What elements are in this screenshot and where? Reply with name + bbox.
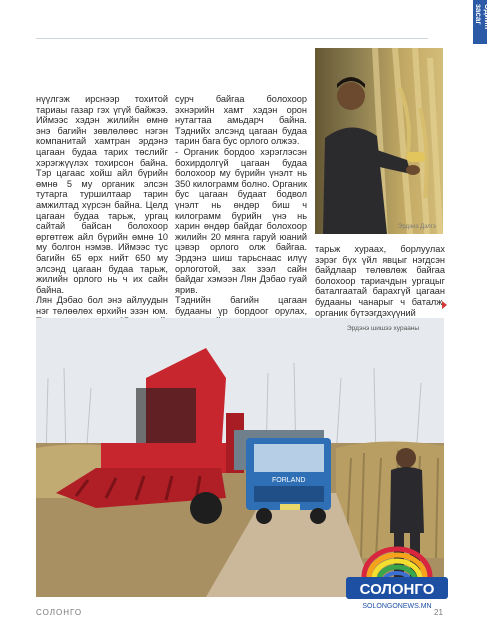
section-tab <box>473 0 492 44</box>
solongo-logo <box>346 543 448 613</box>
farmer-illustration <box>315 48 443 234</box>
photo-caption: Эрдэнэ шишээ хурааны <box>347 325 420 332</box>
section-tab-label: Эдийн засаг <box>474 4 492 30</box>
truck-brand: FORLAND <box>272 477 306 484</box>
continue-arrow-icon <box>442 301 447 309</box>
article-column-2: сурч байгаа болохоор эхнэрийн хамт хэдэн орон нутагтаа амьдарч байна. Тэднийх элсэнд цагаан будаа тарин бага бус орлого олжээ. - Органик бордоо хэрэглэсэн бохирдолгүй цагаан будаа болохоор му бүрийн үнэлт нь 350 килограмм болно. Органик бус цагаан будаат бодвол үнэлт нь өндөр биш ч килограмм бүрийн үнэ нь харин өндөр байдаг болохоор жилийн 20 мянга гаруй юаний цэвэр орлого олж байгаа. Эрдэнэ шиш тарьснаас илүү орлоготой, зах зээл сайн байдаг хэмээн Лян Дэбао гуай ярив. Тэднийн багийн цагаан будааны үр бордоог орулах, <box>175 94 307 316</box>
article-column-3: тарьж хураах, борлуулах зэрэг бүх үйл явцыг нэгдсэн байдлаар төлөвлөж байгаа болохоор тариачдын ургацыг баталгаатай барахгүй цагаан будааны чанарыг ч баталж, органик бүтээгдэхүүний <box>315 244 445 318</box>
top-rule <box>36 38 428 39</box>
page-number: 21 <box>434 608 443 617</box>
farmer-photo-credit: Эрдэнэ Дэлгэ <box>398 224 436 230</box>
article-column-1: нүүлгэж ирснээр тохитой тариаы газар гэх үгүй байжээ. Иймээс хэдэн жилийн өмнө энэ багийн зөвлөлөөс нэгэн компанитай хамтран эрдэнэ цагаан будаа тарих төслийг хэрэгжүүлэх тохирсон байна. Тэр цагаас хойш айл бүрийн өмнө 5 му органик элсэн тутарга туршилтаар тарин амжилтад хүрсэн байна. Целд цагаан будаа тарьж, ургац сайтай байсан болохоор өргөтгөж айл бүрийн өмнө 10 му болгон нэмэв. Иймээс тус багийн 65 өрх нийт 650 му элсэнд цагаан будаа тарьж, жилийн орлого нь ч их сайн байна. Лян Дэбао бол энэ айлуудын нэг төлөөлөх өрхийн эзэн юм. <box>36 94 168 316</box>
rainbow-icon <box>346 543 448 613</box>
footer-magazine-name: СОЛОНГО <box>36 608 83 617</box>
logo-name: СОЛОНГО <box>359 581 435 598</box>
logo-url: SOLONGONEWS.MN <box>362 603 432 610</box>
farmer-photo <box>315 48 443 234</box>
